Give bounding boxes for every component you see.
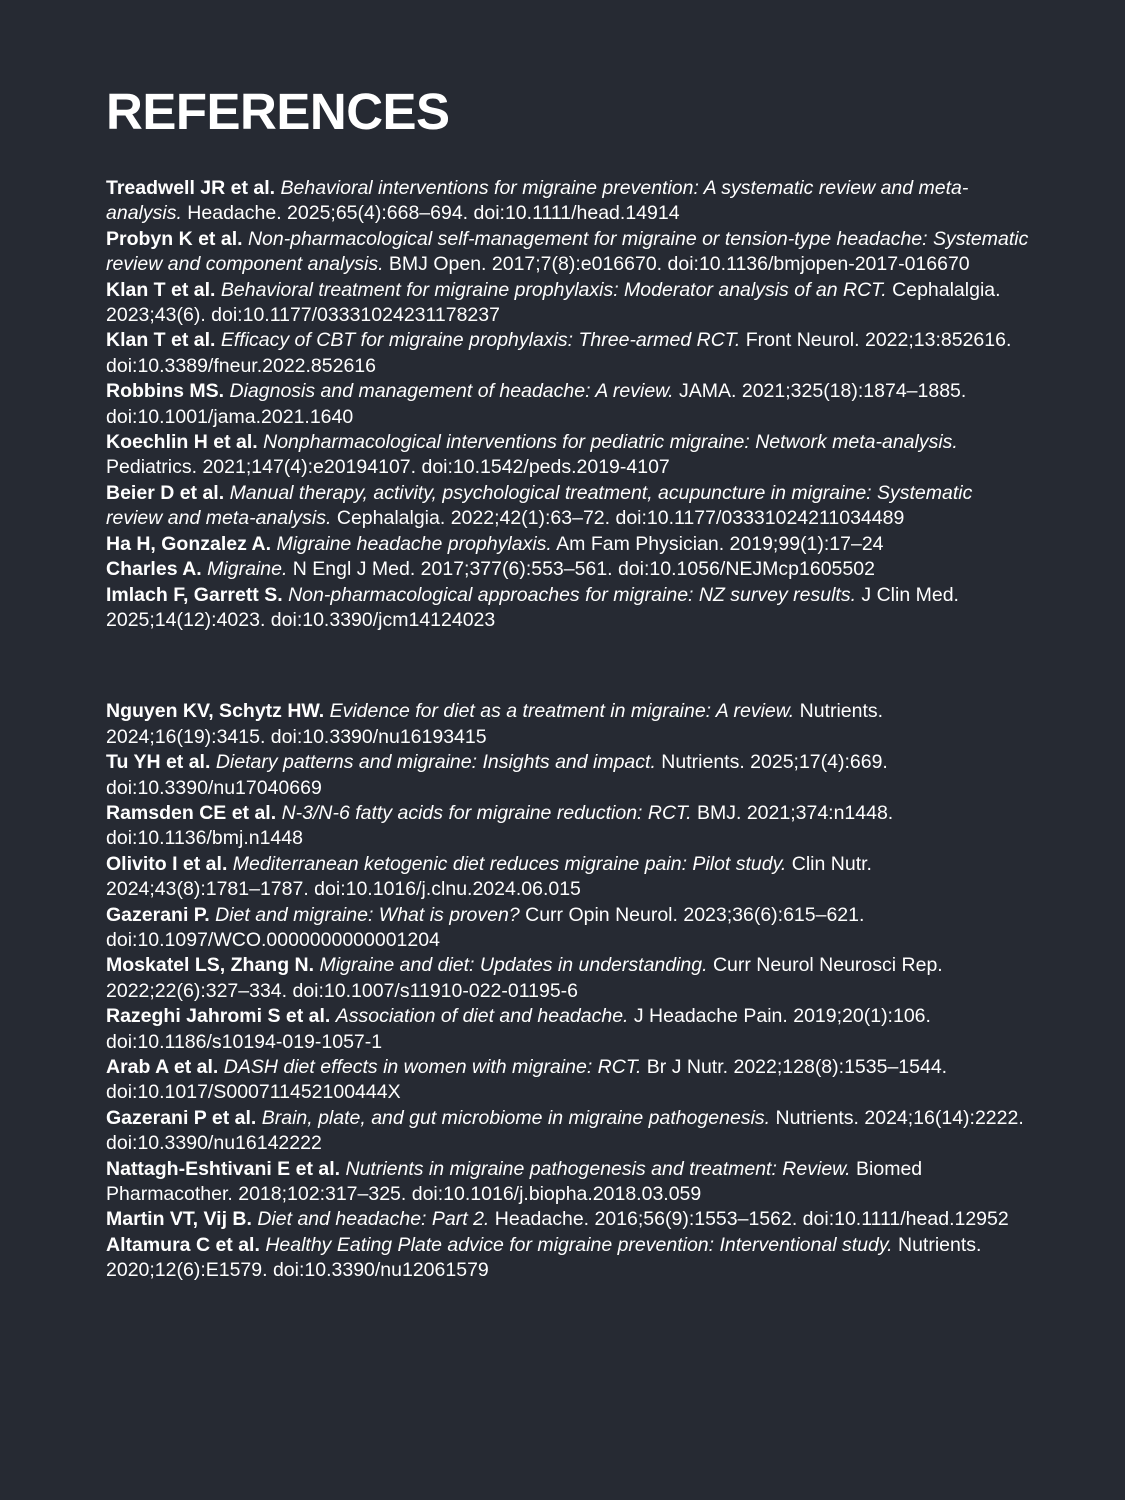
- reference-item: [106, 583, 1031, 634]
- reference-item: [106, 176, 1031, 227]
- reference-source: Headache. 2016;56(9):1553–1562. doi:10.1111/head.12952: [494, 1208, 1009, 1231]
- reference-title: Migraine and diet: Updates in understanding.: [319, 954, 708, 977]
- reference-authors: Tu YH et al.: [106, 751, 211, 774]
- reference-authors: Arab A et al.: [106, 1056, 219, 1078]
- reference-source: Cephalalgia. 2022;42(1):63–72. doi:10.1177/03331024211034489: [336, 507, 905, 530]
- reference-title: Migraine headache prophylaxis.: [276, 532, 552, 555]
- reference-item: [106, 379, 1031, 430]
- reference-source: Nutrients. 2024;16(14):2222. doi:10.3390/nu16142222: [106, 1106, 1024, 1155]
- reference-item: [106, 1055, 1031, 1106]
- reference-authors: Altamura C et al.: [106, 1233, 260, 1256]
- reference-title: Nutrients in migraine pathogenesis and treatment: Review.: [345, 1157, 851, 1180]
- reference-source: J Clin Med. 2025;14(12):4023. doi:10.3390/jcm14124023: [106, 583, 959, 631]
- reference-source: Nutrients. 2020;12(6):E1579. doi:10.3390/nu12061579: [106, 1233, 982, 1282]
- reference-authors: Imlach F, Garrett S.: [106, 583, 283, 606]
- reference-title: Association of diet and headache.: [335, 1005, 629, 1028]
- reference-source: Clin Nutr. 2024;43(8):1781–1787. doi:10.1016/j.clnu.2024.06.015: [106, 852, 872, 901]
- reference-item: [106, 430, 1031, 481]
- reference-item: [106, 1106, 1031, 1157]
- reference-authors: Martin VT, Vij B.: [106, 1208, 252, 1231]
- reference-authors: Treadwell JR et al.: [106, 177, 276, 199]
- reference-source: Am Fam Physician. 2019;99(1):17–24: [556, 532, 884, 555]
- reference-item: [106, 699, 1031, 750]
- reference-item: [106, 1157, 1031, 1208]
- reference-item: [106, 750, 1031, 801]
- reference-title: Behavioral treatment for migraine prophylaxis: Moderator analysis of an RCT.: [220, 278, 887, 301]
- reference-authors: Gazerani P.: [106, 903, 210, 926]
- reference-authors: Ramsden CE et al.: [106, 801, 277, 824]
- reference-authors: Robbins MS.: [106, 380, 225, 403]
- reference-source: BMJ Open. 2017;7(8):e016670. doi:10.1136/bmjopen-2017-016670: [388, 253, 970, 276]
- reference-source: Curr Neurol Neurosci Rep. 2022;22(6):327–334. doi:10.1007/s11910-022-01195-6: [106, 954, 943, 1002]
- reference-item: [106, 557, 1031, 582]
- references-page: [106, 84, 1031, 1284]
- reference-title: Diet and headache: Part 2.: [257, 1208, 490, 1231]
- reference-title: Efficacy of CBT for migraine prophylaxis: Three-armed RCT.: [220, 329, 741, 352]
- reference-item: [106, 953, 1031, 1004]
- reference-item: [106, 1207, 1031, 1232]
- reference-title: Behavioral interventions for migraine prevention: A systematic review and meta-analysis.: [106, 177, 969, 225]
- reference-item: [106, 903, 1031, 954]
- reference-item: [106, 801, 1031, 852]
- reference-list-diet: [106, 699, 1031, 1283]
- reference-authors: Moskatel LS, Zhang N.: [106, 954, 315, 977]
- reference-list-behavioral: [106, 176, 1031, 633]
- reference-source: JAMA. 2021;325(18):1874–1885. doi:10.1001/jama.2021.1640: [106, 380, 967, 428]
- page-title: REFERENCES: [106, 83, 450, 140]
- reference-authors: Klan T et al.: [106, 278, 216, 301]
- reference-item: [106, 1004, 1031, 1055]
- reference-source: Front Neurol. 2022;13:852616. doi:10.3389/fneur.2022.852616: [106, 329, 1012, 377]
- reference-authors: Olivito I et al.: [106, 852, 228, 875]
- reference-source: Curr Opin Neurol. 2023;36(6):615–621. doi:10.1097/WCO.0000000000001204: [106, 903, 865, 951]
- reference-title: Nonpharmacological interventions for pediatric migraine: Network meta-analysis.: [263, 431, 958, 454]
- reference-title: Evidence for diet as a treatment in migraine: A review.: [329, 700, 795, 723]
- reference-authors: Charles A.: [106, 558, 202, 581]
- reference-title: Brain, plate, and gut microbiome in migraine pathogenesis.: [261, 1106, 771, 1129]
- reference-authors: Koechlin H et al.: [106, 431, 258, 454]
- reference-authors: Gazerani P et al.: [106, 1106, 257, 1129]
- reference-title: Mediterranean ketogenic diet reduces migraine pain: Pilot study.: [232, 852, 787, 875]
- reference-source: BMJ. 2021;374:n1448. doi:10.1136/bmj.n1448: [106, 801, 894, 850]
- reference-source: Pediatrics. 2021;147(4):e20194107. doi:10.1542/peds.2019-4107: [106, 456, 670, 479]
- reference-title: Diet and migraine: What is proven?: [215, 903, 520, 926]
- reference-item: [106, 852, 1031, 903]
- reference-item: [106, 328, 1031, 379]
- reference-authors: Nguyen KV, Schytz HW.: [106, 700, 325, 723]
- reference-authors: Probyn K et al.: [106, 227, 243, 250]
- reference-source: J Headache Pain. 2019;20(1):106. doi:10.1186/s10194-019-1057-1: [106, 1005, 931, 1053]
- reference-title: Dietary patterns and migraine: Insights and impact.: [215, 751, 656, 774]
- reference-source: Headache. 2025;65(4):668–694. doi:10.1111/head.14914: [187, 202, 680, 225]
- reference-title: Diagnosis and management of headache: A review.: [229, 380, 674, 403]
- reference-title: Non-pharmacological approaches for migraine: NZ survey results.: [288, 583, 856, 606]
- reference-item: [106, 227, 1031, 278]
- reference-source: Nutrients. 2025;17(4):669. doi:10.3390/nu17040669: [106, 751, 888, 799]
- reference-item: [106, 278, 1031, 329]
- reference-authors: Nattagh-Eshtivani E et al.: [106, 1157, 341, 1180]
- reference-source: N Engl J Med. 2017;377(6):553–561. doi:10.1056/NEJMcp1605502: [292, 558, 875, 581]
- reference-item: [106, 532, 1031, 557]
- reference-authors: Klan T et al.: [106, 329, 216, 352]
- reference-authors: Ha H, Gonzalez A.: [106, 532, 272, 555]
- reference-title: N-3/N-6 fatty acids for migraine reduction: RCT.: [281, 801, 692, 824]
- reference-title: Manual therapy, activity, psychological treatment, acupuncture in migraine: Systematic review and meta-analysis.: [106, 481, 973, 530]
- reference-authors: Beier D et al.: [106, 481, 225, 504]
- reference-title: Migraine.: [207, 558, 288, 581]
- reference-source: Br J Nutr. 2022;128(8):1535–1544. doi:10.1017/S000711452100444X: [106, 1056, 948, 1104]
- reference-authors: Razeghi Jahromi S et al.: [106, 1005, 331, 1028]
- reference-source: Cephalalgia. 2023;43(6). doi:10.1177/03331024231178237: [106, 278, 1001, 327]
- reference-source: Nutrients. 2024;16(19):3415. doi:10.3390/nu16193415: [106, 700, 884, 748]
- reference-item: [106, 481, 1031, 532]
- section-gap: [106, 633, 1031, 699]
- reference-item: [106, 1233, 1031, 1284]
- reference-title: Healthy Eating Plate advice for migraine prevention: Interventional study.: [265, 1233, 893, 1256]
- reference-title: Non-pharmacological self-management for migraine or tension-type headache: Systematic review and component analysis.: [106, 227, 1029, 276]
- reference-title: DASH diet effects in women with migraine: RCT.: [223, 1056, 642, 1078]
- reference-source: Biomed Pharmacother. 2018;102:317–325. doi:10.1016/j.biopha.2018.03.059: [106, 1157, 923, 1206]
